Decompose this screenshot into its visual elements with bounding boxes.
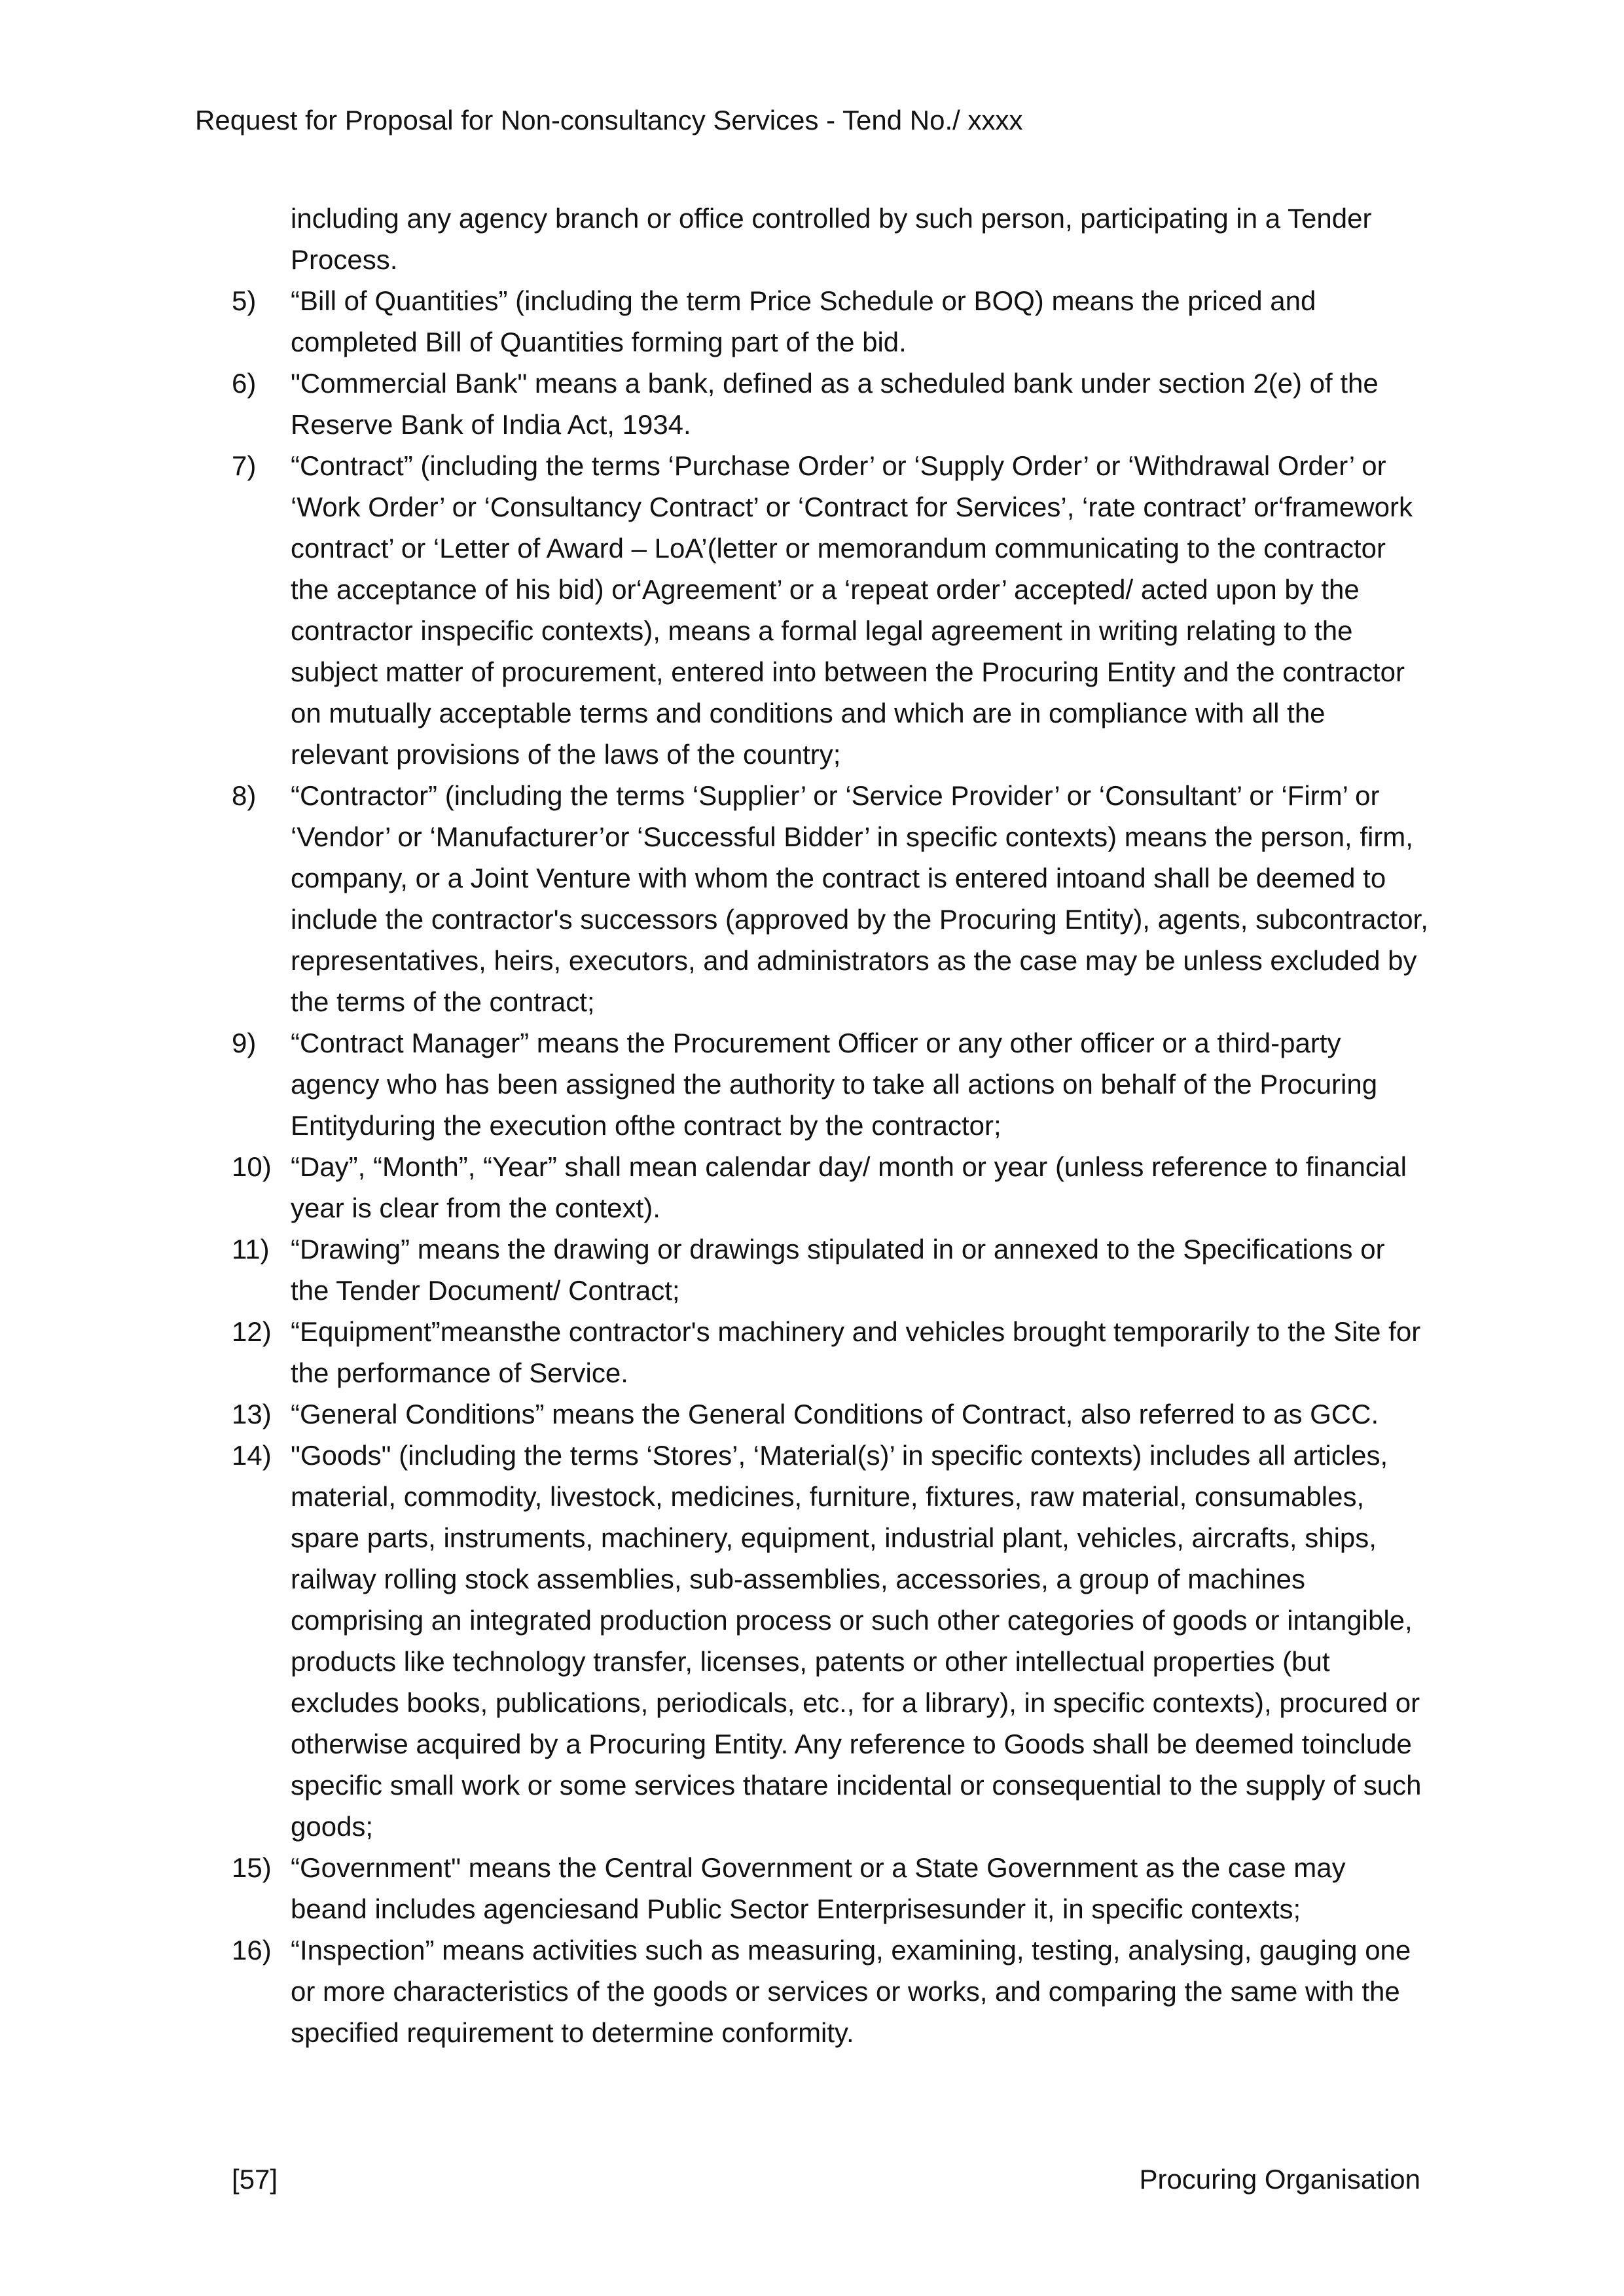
page-header: Request for Proposal for Non-consultancy Services - Tend No./ xxxx [195, 105, 1023, 135]
list-item [232, 1311, 1430, 1393]
list-item-number: 10) [232, 1151, 272, 1182]
list-item-text: “Contract” (including the terms ‘Purchase Order’ or ‘Supply Order’ or ‘Withdrawal Order’ or ‘Work Order’ or ‘Consultancy Contract’ or ‘Contract for Services’, ‘rate contract’ or‘framework contract’ or ‘Letter of Award – LoA’(letter or memorandum communicating to the contractor the acceptance of his bid) or‘Agreement’ or a ‘repeat order’ accepted/ acted upon by the contractor inspecific contexts), means a formal legal agreement in writing relating to the subject matter of procurement, entered into between the Procuring Entity and the contractor on mutually acceptable terms and conditions and which are in compliance with all the relevant provisions of the laws of the country; [291, 450, 1413, 770]
list-item-number: 7) [232, 450, 257, 481]
list-item-text: “General Conditions” means the General Conditions of Contract, also referred to as GCC. [291, 1399, 1379, 1429]
list-item-text: "Commercial Bank" means a bank, defined as a scheduled bank under section 2(e) of the Reserve Bank of India Act, 1934. [291, 368, 1379, 440]
list-item-text: "Goods" (including the terms ‘Stores’, ‘Material(s)’ in specific contexts) includes all articles, material, commodity, livestock, medicines, furniture, fixtures, raw material, consumables, spare parts, instruments, machinery, equipment, industrial plant, vehicles, aircrafts, ships, railway rolling stock assemblies, sub-assemblies, accessories, a group of machines comprising an integrated production process or such other categories of goods or intangible, products like technology transfer, licenses, patents or other intellectual properties (but excludes books, publications, periodicals, etc., for a library), in specific contexts), procured or otherwise acquired by a Procuring Entity. Any reference to Goods shall be deemed toinclude specific small work or some services thatare incidental or consequential to the supply of such goods; [291, 1440, 1422, 1842]
page-number: [57] [232, 2164, 278, 2195]
list-item [232, 280, 1430, 363]
continuation-paragraph: including any agency branch or office controlled by such person, participating in a Tender Process. [291, 203, 1372, 275]
list-item [232, 775, 1430, 1022]
list-item [232, 1929, 1430, 2053]
list-item [232, 1146, 1430, 1229]
list-item-number: 15) [232, 1852, 272, 1883]
list-item-text: “Contractor” (including the terms ‘Supplier’ or ‘Service Provider’ or ‘Consultant’ or ‘Firm’ or ‘Vendor’ or ‘Manufacturer’or ‘Successful Bidder’ in specific contexts) means the person, firm, company, or a Joint Venture with whom the contract is entered intoand shall be deemed to include the contractor's successors (approved by the Procuring Entity), agents, subcontractor, representatives, heirs, executors, and administrators as the case may be unless excluded by the terms of the contract; [291, 780, 1428, 1017]
definitions-list [232, 198, 1430, 2053]
list-item-number: 9) [232, 1028, 257, 1058]
list-item-text: “Day”, “Month”, “Year” shall mean calendar day/ month or year (unless reference to financial year is clear from the context). [291, 1151, 1407, 1223]
list-item-number: 14) [232, 1440, 272, 1471]
list-item-number: 16) [232, 1935, 272, 1965]
list-item-number: 8) [232, 780, 257, 811]
list-item [232, 363, 1430, 445]
list-item-text: “Government" means the Central Government or a State Government as the case may beand includes agenciesand Public Sector Enterprisesunder it, in specific contexts; [291, 1852, 1346, 1924]
list-item [232, 1393, 1430, 1435]
list-item-number: 5) [232, 285, 257, 316]
page-footer [232, 2162, 1420, 2197]
list-item [232, 1847, 1430, 1929]
list-item-text: “Inspection” means activities such as measuring, examining, testing, analysing, gauging one or more characteristics of the goods or services or works, and comparing the same with the specified requirement to determine conformity. [291, 1935, 1411, 2048]
list-item-number: 13) [232, 1399, 272, 1429]
list-item-number: 12) [232, 1316, 272, 1347]
list-item-text: “Bill of Quantities” (including the term Price Schedule or BOQ) means the priced and completed Bill of Quantities forming part of the bid. [291, 285, 1316, 357]
list-item-number: 6) [232, 368, 257, 399]
footer-organisation: Procuring Organisation [1139, 2164, 1420, 2195]
list-item [232, 1435, 1430, 1847]
list-item-text: “Equipment”meansthe contractor's machinery and vehicles brought temporarily to the Site for the performance of Service. [291, 1316, 1421, 1388]
list-item-number: 11) [232, 1234, 270, 1265]
list-item [232, 445, 1430, 775]
list-item [232, 1229, 1430, 1311]
list-item-text: “Contract Manager” means the Procurement Officer or any other officer or a third-party agency who has been assigned the authority to take all actions on behalf of the Procuring Entityduring the execution ofthe contract by the contractor; [291, 1028, 1378, 1141]
list-item [232, 1022, 1430, 1146]
list-item-text: “Drawing” means the drawing or drawings stipulated in or annexed to the Specifications or the Tender Document/ Contract; [291, 1234, 1385, 1306]
